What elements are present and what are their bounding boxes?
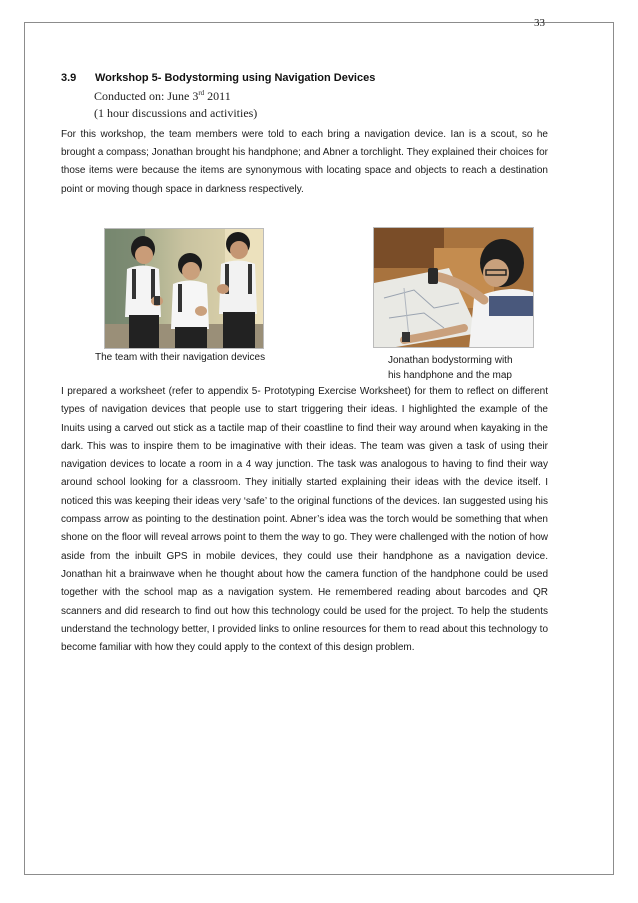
conducted-prefix: Conducted on: June 3 (94, 89, 199, 103)
conducted-date (94, 89, 231, 104)
section-number: 3.9 (61, 72, 77, 84)
page-number: 33 (534, 17, 545, 29)
caption-line-2: his handphone and the map (388, 370, 512, 381)
bodystorming-photo-illustration (374, 228, 534, 348)
section-heading (61, 72, 521, 84)
paragraph-worksheet: I prepared a worksheet (refer to appendix 5- Prototyping Exercise Worksheet) for them to reflect on different types of navigation devices that people use to start triggering their ideas. I highlighted the example of the Inuits using a carved out stick as a tactile map of their coastline to find their way around when kayaking in the dark. This was to inspire them to be imaginative with their ideas. The team was given a task of using their navigation devices to locate a room in a 4 way junction. The task was analogous to having to find their way around school looking for a classroom. They initially started explaining their ideas with the device itself. I noticed this was keeping their ideas very ‘safe’ to the original functions of the devices. Ian suggested using his compass arrow as pointing to the destination point. Abner’s idea was the torch would be something that when shone on the floor will reveal arrows point to them the way to go. They were challenged with the notion of how aside from the inbuilt GPS in mobile devices, they could use their handphone as a navigation device. Jonathan hit a brainwave when he thought about how the camera function of the handphone could be used together with the school map as a navigation system. He remembered reading about barcodes and QR scanners and did research to find out how this technology could be used for the project. To help the students understand the technology better, I provided links to online resources for them to read about this technology to become familiar with how they could apply to the context of this design problem. (61, 386, 548, 654)
team-photo-illustration (105, 229, 264, 349)
team-photo-caption: The team with their navigation devices (95, 352, 266, 363)
bodystorming-photo-caption (388, 353, 538, 383)
team-photo (104, 228, 264, 349)
section-title: Workshop 5- Bodystorming using Navigation Devices (95, 72, 376, 84)
caption-line-1: Jonathan bodystorming with (388, 355, 513, 366)
duration-note: (1 hour discussions and activities) (94, 106, 258, 120)
conducted-suffix: 2011 (204, 89, 231, 103)
paragraph-intro: For this workshop, the team members were told to each bring a navigation device. Ian is a scout, so he brought a compass; Jonathan brought his handphone; and Abner a torchlight. They explained their choices for those items were because the items are synonymous with locating space and objects to reach a destination point or moving though space in darkness respectively. (61, 129, 548, 195)
bodystorming-photo (373, 227, 534, 348)
conducted-sup: rd (198, 89, 205, 97)
